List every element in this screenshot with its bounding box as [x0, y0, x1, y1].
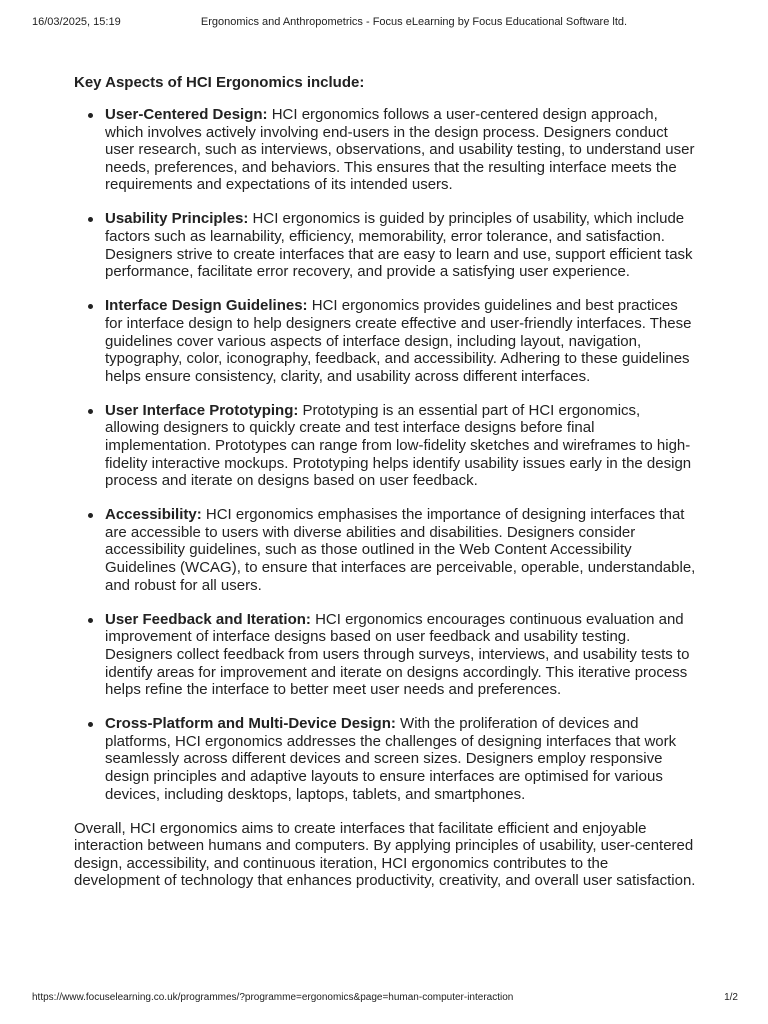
conclusion-paragraph: Overall, HCI ergonomics aims to create interfaces that facilitate efficient and enjoyable interaction between humans and computers. By applying principles of usability, user-centered design, accessibility, and continuous iteration, HCI ergonomics contributes to the development of technology that enhances productivity, creativity, and overall user satisfaction. [74, 819, 696, 890]
item-term: User Feedback and Iteration: [105, 610, 311, 628]
page-url: https://www.focuselearning.co.uk/programmes/?programme=ergonomics&page=human-computer-interaction [32, 992, 514, 1003]
item-text: HCI ergonomics emphasises the importance of designing interfaces that are accessible to users with diverse abilities and disabilities. Designers consider accessibility guidelines, such as those outlined in the Web Content Accessibility Guidelines (WCAG), to ensure that interfaces are perceivable, operable, understandable, and robust for all users. [105, 506, 696, 594]
item-term: Interface Design Guidelines: [105, 297, 308, 315]
list-item [105, 402, 698, 490]
item-term: Usability Principles: [105, 210, 249, 228]
list-item [105, 506, 698, 594]
list-item [105, 297, 698, 385]
item-text: HCI ergonomics encourages continuous evaluation and improvement of interface designs based on user feedback and usability testing. Designers collect feedback from users through surveys, interviews, and usability tests to identify areas for improvement and iterate on designs accordingly. This iterative process helps refine the interface to better meet user needs and preferences. [105, 610, 690, 699]
print-header [32, 16, 736, 30]
list-item [105, 611, 698, 699]
item-text: With the proliferation of devices and platforms, HCI ergonomics addresses the challenges of designing interfaces that work seamlessly across different devices and screen sizes. Designers employ responsive design principles and adaptive layouts to ensure interfaces are optimised for various devices, including desktops, laptops, tablets, and smartphones. [105, 715, 677, 803]
print-footer [32, 992, 738, 1006]
item-term: Cross-Platform and Multi-Device Design: [105, 715, 396, 733]
print-page-title: Ergonomics and Anthropometrics - Focus eLearning by Focus Educational Software ltd. [200, 16, 628, 28]
item-term: User Interface Prototyping: [105, 401, 299, 419]
list-item [105, 106, 698, 194]
aspects-list [74, 106, 698, 803]
list-item [105, 715, 698, 803]
item-text: HCI ergonomics is guided by principles of usability, which include factors such as learnability, efficiency, memorability, error tolerance, and satisfaction. Designers strive to create interfaces that are easy to learn and use, support efficient task performance, facilitate error recovery, and provide a satisfying user experience. [105, 210, 693, 281]
item-term: Accessibility: [105, 506, 202, 524]
main-content [74, 73, 698, 890]
list-item [105, 210, 698, 280]
print-datetime: 16/03/2025, 15:19 [32, 16, 121, 28]
item-term: User-Centered Design: [105, 106, 268, 123]
item-text: HCI ergonomics provides guidelines and best practices for interface design to help designers create effective and user-friendly interfaces. These guidelines cover various aspects of interface design, including layout, navigation, typography, color, iconography, feedback, and accessibility. Adhering to these guidelines helps ensure consistency, clarity, and usability across different interfaces. [105, 297, 692, 385]
page-number: 1/2 [724, 992, 738, 1003]
section-heading: Key Aspects of HCI Ergonomics include: [74, 74, 365, 91]
item-text: Prototyping is an essential part of HCI ergonomics, allowing designers to quickly create and test interface designs before final implementation. Prototypes can range from low-fidelity sketches and wireframes to high-fidelity interactive mockups. Prototyping helps identify usability issues early in the design process and iterate on designs based on user feedback. [105, 401, 692, 490]
item-text: HCI ergonomics follows a user-centered design approach, which involves actively involving end-users in the design process. Designers conduct user research, such as interviews, observations, and usability testing, to understand user needs, preferences, and behaviors. This ensures that the resulting interface meets the requirements and expectations of its intended users. [105, 106, 695, 194]
